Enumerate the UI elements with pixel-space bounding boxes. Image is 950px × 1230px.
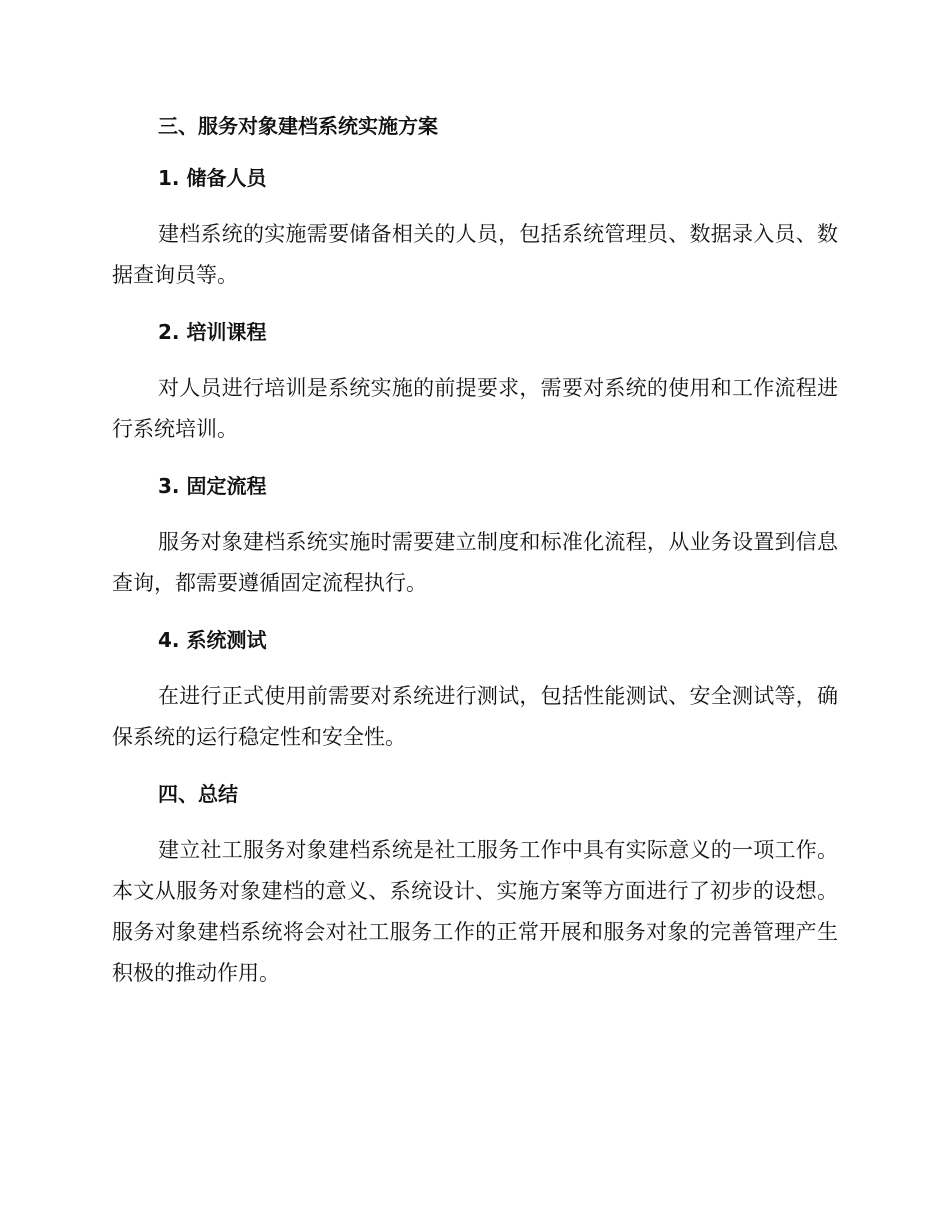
section-heading-implementation-plan: 三、服务对象建档系统实施方案	[158, 114, 438, 138]
subheading-fixed-process: 3. 固定流程	[158, 474, 267, 498]
paragraph-summary: 建立社工服务对象建档系统是社工服务工作中具有实际意义的一项工作。本文从服务对象建档的意义、系统设计、实施方案等方面进行了初步的设想。服务对象建档系统将会对社工服务工作的正常开展和服务对象的完善管理产生积极的推动作用。	[112, 838, 838, 985]
paragraph-fixed-process: 服务对象建档系统实施时需要建立制度和标准化流程，从业务设置到信息查询，都需要遵循固定流程执行。	[112, 530, 838, 595]
paragraph-reserve-staff: 建档系统的实施需要储备相关的人员，包括系统管理员、数据录入员、数据查询员等。	[112, 222, 838, 287]
subheading-system-testing: 4. 系统测试	[158, 628, 267, 652]
section-heading-summary: 四、总结	[158, 782, 238, 806]
subheading-training-courses: 2. 培训课程	[158, 320, 267, 344]
paragraph-training-courses: 对人员进行培训是系统实施的前提要求，需要对系统的使用和工作流程进行系统培训。	[112, 376, 838, 441]
subheading-reserve-staff: 1. 储备人员	[158, 166, 267, 190]
paragraph-system-testing: 在进行正式使用前需要对系统进行测试，包括性能测试、安全测试等，确保系统的运行稳定性和安全性。	[112, 684, 838, 749]
